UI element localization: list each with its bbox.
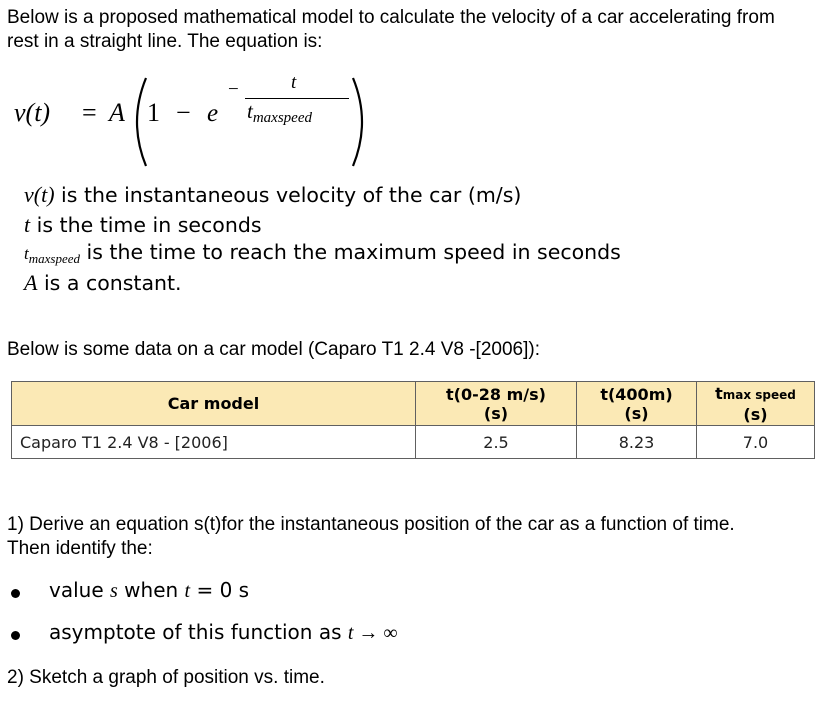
definition-v: v(t) is the instantaneous velocity of the car (m/s) [24, 182, 522, 207]
question-1: 1) Derive an equation s(t)for the instantaneous position of the car as a function of time. Then identify the: [7, 514, 735, 559]
header-t-max-speed: tmax speed (s) [697, 382, 815, 426]
header-t-400m: t(400m) (s) [577, 382, 697, 426]
equation-lhs: v(t) [14, 98, 51, 127]
equation-equals: = [82, 98, 97, 127]
header-car-model: Car model [12, 382, 416, 426]
data-intro: Below is some data on a car model (Caparo T1 2.4 V8 -[2006]): [7, 339, 540, 360]
cell-car-model: Caparo T1 2.4 V8 - [2006] [12, 426, 416, 459]
definition-tmax: tmaxspeed is the time to reach the maximum speed in seconds [24, 240, 621, 266]
header-t-0-28: t(0-28 m/s) (s) [416, 382, 577, 426]
table-row [12, 426, 815, 459]
cell-t-0-28: 2.5 [416, 426, 577, 459]
cell-t-400m: 8.23 [577, 426, 697, 459]
velocity-equation [0, 70, 420, 170]
cell-t-max-speed: 7.0 [697, 426, 815, 459]
exponent-denominator: tmaxspeed [247, 99, 312, 126]
equation-minus: − [176, 98, 191, 127]
car-specs-table [11, 381, 815, 459]
definition-a: A is a constant. [24, 270, 182, 295]
bullet-icon [11, 589, 20, 598]
equation-e: e [207, 100, 219, 127]
equation-constant-a: A [109, 98, 125, 127]
definition-t: t is the time in seconds [24, 212, 262, 237]
right-paren [349, 74, 375, 170]
bullet-icon [11, 631, 20, 640]
exponent-minus: − [228, 79, 239, 100]
table-header-row [12, 382, 815, 426]
intro-paragraph: Below is a proposed mathematical model to calculate the velocity of a car accelerating from rest in a straight line. The equation is: [7, 7, 775, 52]
question-2: 2) Sketch a graph of position vs. time. [7, 667, 325, 688]
equation-one: 1 [147, 98, 160, 127]
exponent-numerator: t [291, 72, 297, 93]
